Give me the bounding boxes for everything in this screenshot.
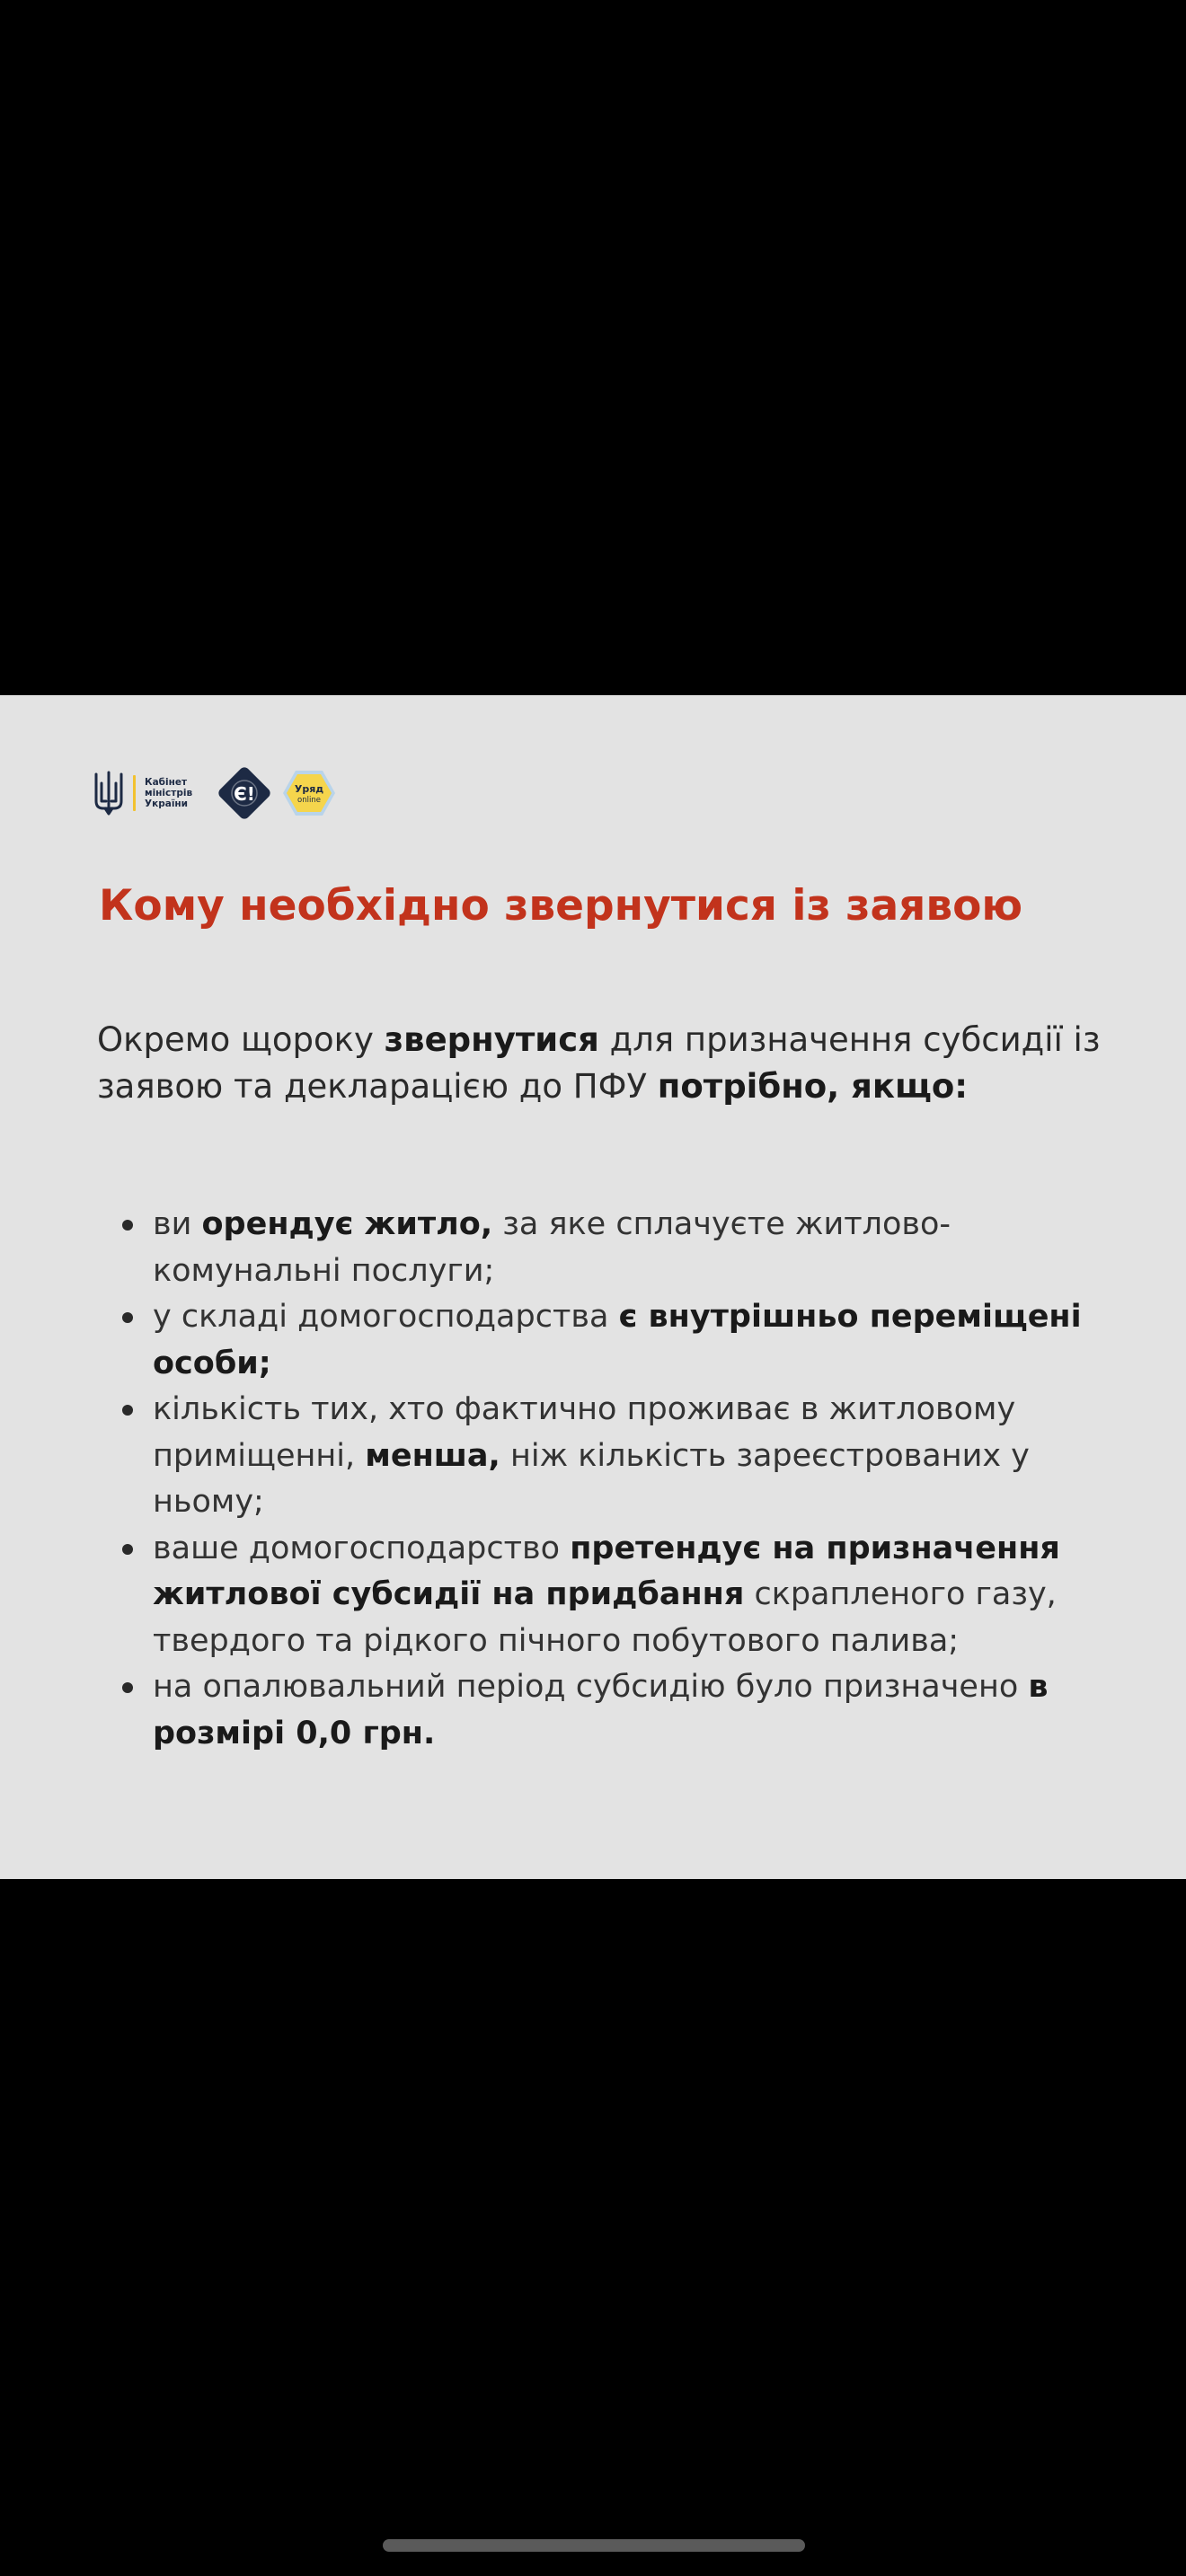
- list-item: [153, 1294, 1123, 1387]
- intro-text-2: для призначення субсидії із заявою та декларацією до ПФУ: [97, 1020, 1101, 1106]
- list-item: [153, 1664, 1123, 1757]
- item-bold: є внутрішньо переміщені особи;: [153, 1299, 1082, 1381]
- item-text: ніж кількість зареєстрованих у ньому;: [153, 1437, 1030, 1520]
- list-item: [153, 1387, 1123, 1526]
- item-text: ви: [153, 1206, 202, 1242]
- item-text: кількість тих, хто фактично проживає в житловому приміщенні,: [153, 1391, 1016, 1474]
- intro-bold-2: потрібно, якщо:: [657, 1067, 969, 1106]
- uriad-line-2: online: [297, 796, 321, 805]
- item-text: скрапленого газу, твердого та рідкого пічного побутового палива;: [153, 1576, 1057, 1659]
- logo-divider: [133, 775, 136, 811]
- cabinet-line-3: України: [145, 798, 189, 809]
- bullet-icon: [122, 1405, 133, 1416]
- diia-logo-icon: [215, 763, 274, 823]
- item-text: ваше домогосподарство: [153, 1530, 571, 1566]
- item-bold: орендує житло,: [201, 1206, 493, 1242]
- item-bold: в розмірі 0,0 грн.: [153, 1669, 1049, 1751]
- cabinet-of-ministers-label: [145, 777, 206, 809]
- item-text: на опалювальний період субсидію було призначено: [153, 1669, 1029, 1705]
- list-item: [153, 1526, 1123, 1665]
- cabinet-line-2: міністрів: [145, 788, 193, 798]
- intro-bold-1: звернутися: [384, 1020, 599, 1059]
- intro-paragraph: [97, 1017, 1112, 1110]
- bullet-icon: [122, 1220, 133, 1231]
- item-bold: менша,: [365, 1437, 500, 1474]
- item-text: за яке сплачуєте житлово-комунальні послуги;: [153, 1206, 951, 1289]
- bullet-icon: [122, 1544, 133, 1555]
- bullet-icon: [122, 1682, 133, 1693]
- diia-glyph: Є!: [234, 783, 255, 805]
- intro-text-1: Окремо щороку: [97, 1020, 385, 1059]
- home-indicator[interactable]: [383, 2539, 805, 2552]
- list-item: [153, 1202, 1123, 1294]
- bullet-icon: [122, 1312, 133, 1323]
- item-bold: претендує на призначення житлової субсидії на придбання: [153, 1530, 1060, 1612]
- item-text: у складі домогосподарства: [153, 1299, 619, 1335]
- trident-icon: [93, 771, 124, 816]
- slide-title: Кому необхідно звернутися із заявою: [99, 881, 1023, 931]
- conditions-list: [153, 1202, 1123, 1757]
- uriad-line-1: Уряд: [294, 783, 324, 795]
- logos-row: [93, 765, 337, 821]
- cabinet-line-1: Кабінет: [145, 777, 188, 788]
- uriad-online-logo-icon: [281, 765, 337, 821]
